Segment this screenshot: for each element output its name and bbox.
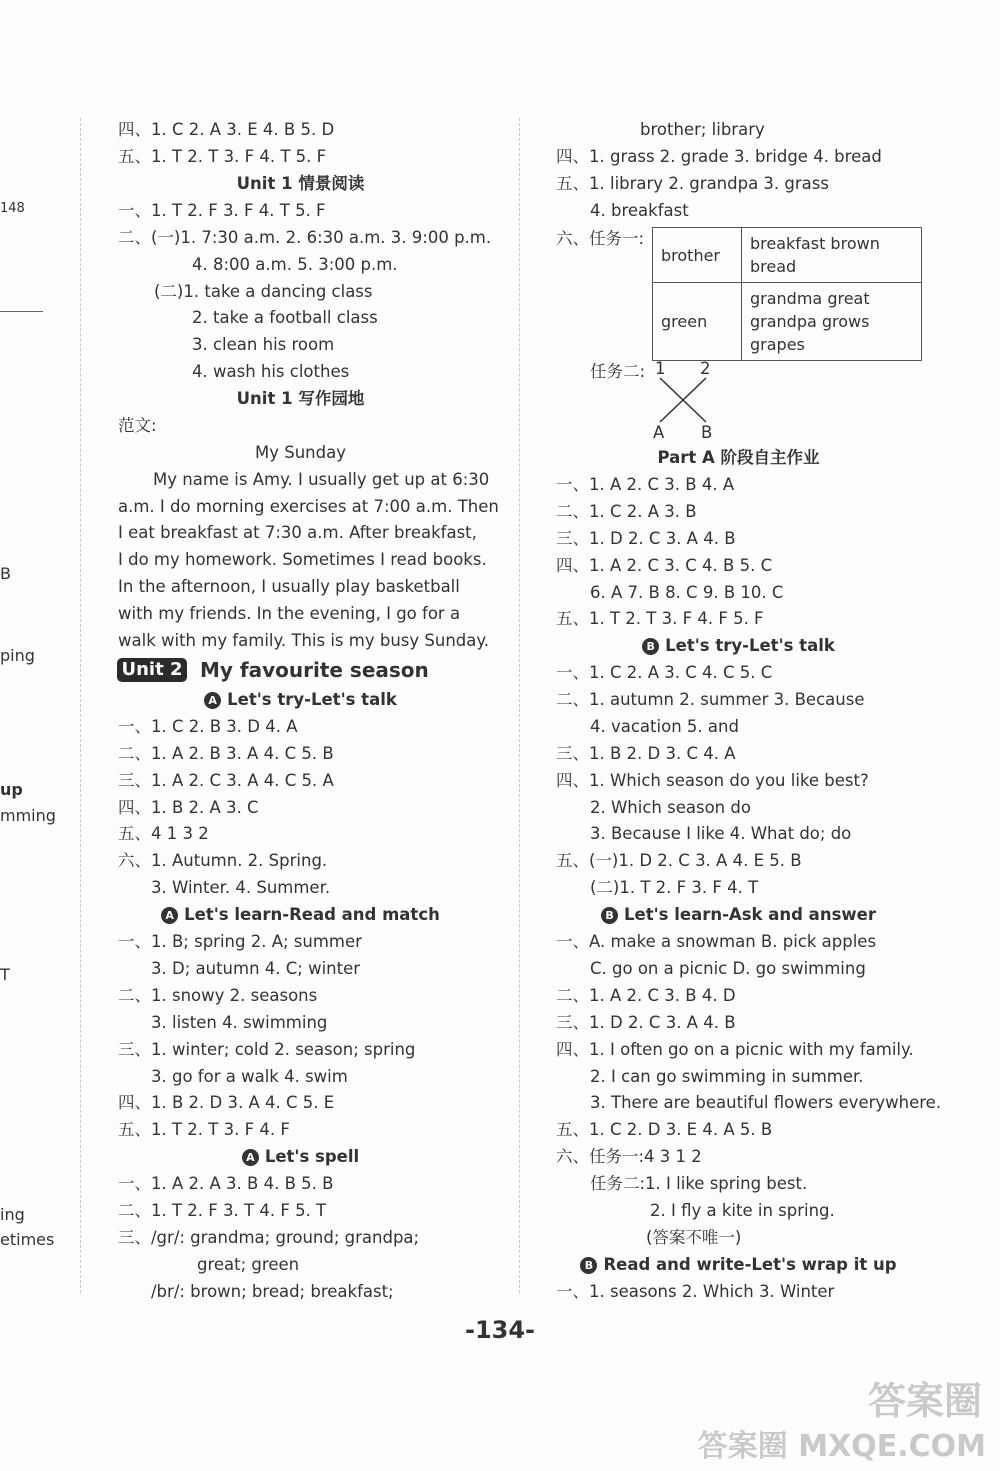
part-badge-icon: A [204,692,221,709]
answer-line: 二、1. snowy 2. seasons [118,986,318,1005]
section-heading: A Let's try-Let's talk [118,689,483,711]
essay-line: My name is Amy. I usually get up at 6:30 [153,470,490,489]
edge-fragment: up [0,780,23,799]
answer-line: 3. There are beautiful flowers everywhere. [590,1093,942,1112]
answer-line: brother; library [640,120,765,139]
answer-line: 二、(一)1. 7:30 a.m. 2. 6:30 a.m. 3. 9:00 p.m. [118,228,492,247]
part-badge-icon: A [242,1149,259,1166]
answer-line: 五、1. T 2. T 3. F 4. T 5. F [118,147,327,166]
page-number: -134- [464,1316,536,1344]
section-heading: Unit 1 写作园地 [236,389,365,408]
answer-line: 四、1. I often go on a picnic with my family. [556,1040,914,1059]
answer-line: 6. A 7. B 8. C 9. B 10. C [590,583,784,602]
answer-line: 四、1. A 2. C 3. C 4. B 5. C [556,556,773,575]
table-row [653,283,922,361]
part-badge-icon: B [601,907,618,924]
answer-line: 一、1. A 2. C 3. B 4. A [556,475,735,494]
answer-line: 三、1. A 2. C 3. A 4. C 5. A [118,771,334,790]
answer-line: 三、1. D 2. C 3. A 4. B [556,1013,736,1032]
answer-line: 三、1. B 2. D 3. C 4. A [556,744,736,763]
answer-line: 3. Winter. 4. Summer. [151,878,331,897]
edge-fragment: B [0,564,11,583]
answer-line: 五、4 1 3 2 [118,824,209,843]
essay-title: My Sunday [255,443,346,462]
table-row [653,228,922,283]
match-label: 2 [700,359,711,378]
answer-line: 4. 8:00 a.m. 5. 3:00 p.m. [192,255,398,274]
column-divider [80,118,81,1293]
answer-line: 六、1. Autumn. 2. Spring. [118,851,328,870]
section-heading: A Let's spell [118,1146,483,1168]
edge-rule [0,311,43,312]
essay-line: In the afternoon, I usually play basketball [118,577,460,596]
answer-line: 二、1. autumn 2. summer 3. Because [556,690,865,709]
table-cell: green [653,283,742,361]
answer-line: 一、1. A 2. A 3. B 4. B 5. B [118,1174,334,1193]
answer-line: 4. breakfast [590,201,689,220]
answer-line: (二)1. take a dancing class [154,282,373,301]
table-cell: breakfast brown bread [742,228,922,283]
answer-line: 四、1. B 2. A 3. C [118,798,259,817]
section-heading: A Let's learn-Read and match [118,904,483,926]
answer-line: 三、1. winter; cold 2. season; spring [118,1040,416,1059]
answer-line: 任务二:1. I like spring best. [590,1174,808,1193]
essay-line: a.m. I do morning exercises at 7:00 a.m. Then [118,497,499,516]
answer-line: 六、任务一:4 3 1 2 [556,1147,702,1166]
answer-line: 五、1. T 2. T 3. F 4. F [118,1120,290,1139]
essay-line: with my friends. In the evening, I go for a [118,604,461,623]
answer-line: 2. Which season do [590,798,751,817]
model-essay-label: 范文: [118,416,157,435]
answer-line: 五、(一)1. D 2. C 3. A 4. E 5. B [556,851,802,870]
edge-fragment: mming [0,806,56,825]
answer-line: 3. D; autumn 4. C; winter [151,959,361,978]
essay-line: I eat breakfast at 7:30 a.m. After breakfast, [118,523,477,542]
answer-line: 4. vacation 5. and [590,717,739,736]
edge-fragment: ping [0,646,35,665]
answer-line: 一、A. make a snowman B. pick apples [556,932,877,951]
answer-line: 二、1. C 2. A 3. B [556,502,697,521]
answer-line: 三、1. D 2. C 3. A 4. B [556,529,736,548]
match-label: A [653,423,665,442]
answer-line: C. go on a picnic D. go swimming [590,959,866,978]
answer-line: 二、1. A 2. B 3. A 4. C 5. B [118,744,334,763]
answer-line: 一、1. T 2. F 3. F 4. T 5. F [118,201,326,220]
answer-line: 一、1. C 2. A 3. C 4. C 5. C [556,663,773,682]
part-badge-icon: B [642,638,659,655]
part-badge-icon: A [161,907,178,924]
answer-line: 二、1. T 2. F 3. T 4. F 5. T [118,1201,327,1220]
matching-lines [650,374,720,426]
unit-badge: Unit 2 [117,658,187,682]
answer-line: 一、1. B; spring 2. A; summer [118,932,362,951]
answer-line: 四、1. B 2. D 3. A 4. C 5. E [118,1093,335,1112]
answer-line: 五、1. library 2. grandpa 3. grass [556,174,829,193]
answer-line: 2. I can go swimming in summer. [590,1067,864,1086]
essay-line: I do my homework. Sometimes I read books. [118,550,487,569]
task-label: 任务二: [590,362,646,381]
section-heading: B Let's try-Let's talk [556,635,921,657]
answer-line: 四、1. C 2. A 3. E 4. B 5. D [118,120,335,139]
answer-line: 4. wash his clothes [192,362,350,381]
answer-line: 3. clean his room [192,335,335,354]
table-cell: grandma great grandpa grows grapes [742,283,922,361]
task-label: 六、任务一: [556,229,645,248]
answer-line: 2. take a football class [192,308,378,327]
answer-line: 四、1. Which season do you like best? [556,771,869,790]
answer-line: 2. I fly a kite in spring. [650,1201,835,1220]
edge-fragment: 148 [0,201,25,216]
unit-title: My favourite season [200,658,429,682]
part-badge-icon: B [580,1257,597,1274]
answer-line: 五、1. C 2. D 3. E 4. A 5. B [556,1120,773,1139]
answer-line: great; green [197,1255,300,1274]
table-cell: brother [653,228,742,283]
edge-fragment: etimes [0,1230,55,1249]
answer-line: 3. listen 4. swimming [151,1013,328,1032]
section-heading: Part A 阶段自主作业 [657,448,820,467]
answer-line: 四、1. grass 2. grade 3. bridge 4. bread [556,147,882,166]
watermark: 答案圈 [867,1379,982,1423]
match-label: 1 [655,359,666,378]
watermark-text: 答案圈 MXQE.COM [697,1429,986,1464]
column-divider [519,118,520,1293]
answer-line: 3. go for a walk 4. swim [151,1067,348,1086]
match-label: B [701,423,713,442]
answer-line: 三、/gr/: grandma; ground; grandpa; [118,1228,420,1247]
answer-line: 二、1. A 2. C 3. B 4. D [556,986,736,1005]
essay-line: walk with my family. This is my busy Sunday. [118,631,490,650]
edge-fragment: T [0,965,10,984]
section-heading: Unit 1 情景阅读 [236,174,365,193]
answer-line: 一、1. seasons 2. Which 3. Winter [556,1282,835,1301]
sound-table [652,227,922,361]
answer-note: (答案不唯一) [646,1228,742,1247]
answer-line: 3. Because I like 4. What do; do [590,824,852,843]
answer-line: 一、1. C 2. B 3. D 4. A [118,717,298,736]
edge-fragment: ing [0,1205,25,1224]
section-heading: B Let's learn-Ask and answer [556,904,921,926]
answer-line: (二)1. T 2. F 3. F 4. T [590,878,759,897]
section-heading: B Read and write-Let's wrap it up [556,1254,921,1276]
answer-line: /br/: brown; bread; breakfast; [151,1282,394,1301]
answer-line: 五、1. T 2. T 3. F 4. F 5. F [556,609,764,628]
